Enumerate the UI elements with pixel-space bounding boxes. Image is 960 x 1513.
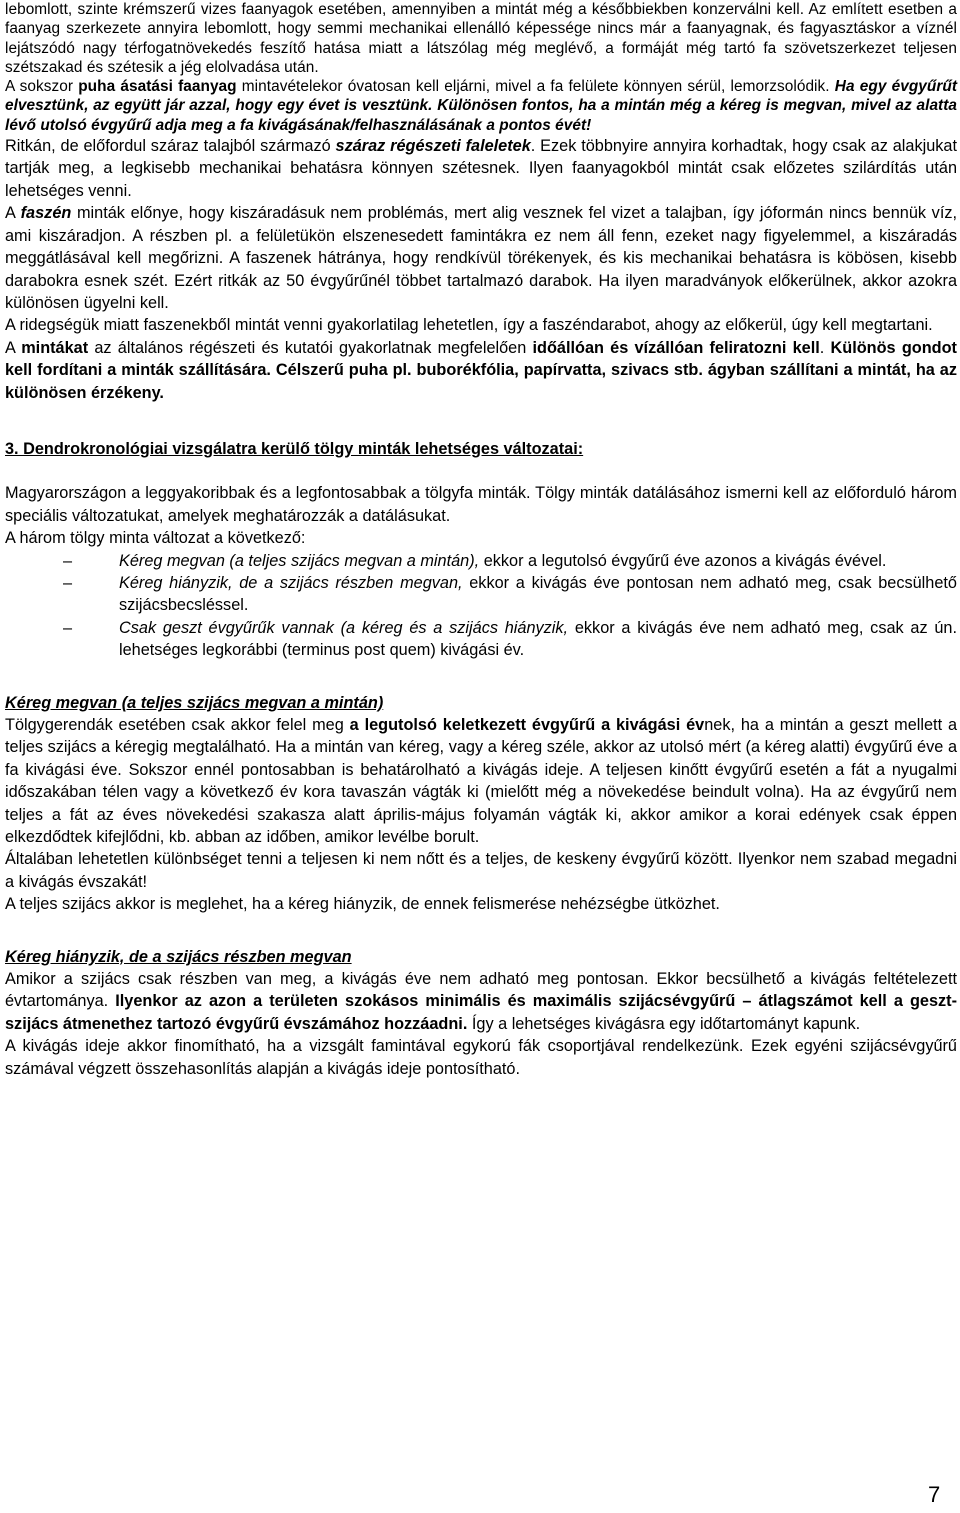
paragraph-refinement: A kivágás ideje akkor finomítható, ha a vizsgált famintával egykorú fák csoportjával rendelkezünk. Ezek egyéni szijácsévgyűrű számával végzett összehasonlítás alapján a kivágás ideje pontosítható. <box>5 1037 957 1078</box>
text-run: A ridegségük miatt faszenekből mintát venni gyakorlatilag lehetetlen, így a faszéndarabot, ahogy az előkerül, úgy kell megtartani. <box>5 316 933 335</box>
text-run: időállóan és vízállóan feliratozni kell <box>532 338 820 357</box>
paragraph-wet-wood <box>5 0 957 77</box>
text-run: faszén <box>20 204 72 223</box>
list-lead: A három tölgy minta változat a következő: <box>5 529 306 548</box>
text-run: mintákat <box>21 338 89 357</box>
preservation-section <box>5 0 957 135</box>
list-item <box>5 617 957 662</box>
text-run: . <box>819 338 831 357</box>
text-run: Ilyenkor az azon a területen szokásos minimális és maximális szijácsévgyűrű – átlagszámot kell a geszt-szijács átmenethez tartozó évgyűrű évszámához hozzáadni. <box>5 992 957 1033</box>
document-page <box>5 0 957 1080</box>
text-run: mintavételekor óvatosan kell eljárni, mivel a fa felülete könnyen sérül, lemorzsolódik. <box>236 78 835 96</box>
text-run: A <box>5 338 22 357</box>
text-run: . Ezek többnyire annyira korhadtak, hogy csak az alakjukat tartják meg, a legkisebb mechanikai behatásra könnyen szétesnek. Ilyen faanyagokból mintát csak előzetes szilárdítás után lehetséges venni. <box>5 137 957 200</box>
paragraph-full-sapwood: A teljes szijács akkor is meglehet, ha a kéreg hiányzik, de ennek felismerése nehézségbe ütközhet. <box>5 895 720 914</box>
paragraph-charcoal <box>5 202 957 314</box>
section-heading: 3. Dendrokronológiai vizsgálatra kerülő tölgy minták lehetséges változatai: <box>5 439 584 458</box>
variant-name: Kéreg hiányzik, de a szijács részben megvan, <box>119 573 463 592</box>
text-run: Ha egy évgyűrűt elvesztünk, az együtt jár azzal, hogy egy évet is vesztünk. <box>5 78 958 115</box>
variant-description: ekkor a legutolsó évgyűrű éve azonos a kivágás évével. <box>479 551 887 570</box>
variant-description: ekkor a kivágás éve nem adható meg, csak az ún. lehetséges legkorábbi (terminus post quem) kivágási év. <box>119 618 958 660</box>
paragraph-dry-finds <box>5 135 957 202</box>
paragraph-soft-wood <box>5 77 957 135</box>
text-run: A <box>5 204 21 223</box>
dash-bullet: – <box>63 618 73 637</box>
text-run: minták előnye, hogy kiszáradásuk nem problémás, mert alig vesznek fel vizet a talajban, így jóformán nincs bennük víz, ami kiszáradjon. A részben pl. a felületükön elszenesedett famintákra ez nem áll fenn, ezeket nagy figyelemmel, a kiszáradás meggátlásával kell megőrizni. A faszenek hátránya, hogy rendkívül törékenyek, és kis mechanikai behatásra is köbösen, kisebb darabokra esnek szét. Ezért ritkák az 50 évgyűrűnél többet tartalmazó darabok. Ha ilyen maradványok előkerülnek, akkor azokra különösen ügyelni kell. <box>5 204 958 312</box>
dash-bullet: – <box>63 573 73 592</box>
text-run: Különösen fontos, ha a mintán még a kéreg is megvan, mivel az alatta lévő utolsó évgyűrű adja meg a fa kivágásának/felhasználásának a pontos évét! <box>5 97 958 134</box>
paragraph-charcoal-handling <box>5 314 957 336</box>
paragraph-oak-intro: Magyarországon a leggyakoribbak és a legfontosabbak a tölgyfa minták. Tölgy minták datálásához ismerni kell az előforduló három speciális változatukat, amelyek meghatározzák a datálásukat. <box>5 484 957 525</box>
text-run: puha ásatási faanyag <box>78 78 237 96</box>
variant-name: Csak geszt évgyűrűk vannak (a kéreg és a szijács hiányzik, <box>119 618 569 637</box>
paragraph-bark-present <box>5 714 957 848</box>
text-run: A sokszor <box>5 78 79 96</box>
samples-section <box>5 135 957 1080</box>
subheading-bark-present: Kéreg megvan (a teljes szijács megvan a mintán) <box>5 693 384 712</box>
text-run: Így a lehetséges kivágásra egy időtartományt kapunk. <box>467 1014 861 1033</box>
text-run: Ritkán, de előfordul száraz talajból származó <box>5 137 336 156</box>
dash-bullet: – <box>63 551 73 570</box>
variant-description: ekkor a kivágás éve pontosan nem adható meg, csak becsülhető szijácsbecsléssel. <box>119 573 957 615</box>
paragraph-season: Általában lehetetlen különbséget tenni a teljesen ki nem nőtt és a teljes, de keskeny évgyűrű között. Ilyenkor nem szabad megadni a kivágás évszakát! <box>5 850 957 891</box>
paragraph-labeling <box>5 337 957 404</box>
paragraph-partial-sapwood <box>5 968 957 1035</box>
list-item <box>5 550 957 572</box>
subheading-bark-missing: Kéreg hiányzik, de a szijács részben megvan <box>5 947 352 966</box>
text-run: nek, ha a mintán a geszt mellett a teljes szijács a kéregig megtalálható. Ha a mintán van kéreg, vagy a kéreg széle, akkor az utolsó mért (a kéreg alatti) évgyűrű éve a fa kivágási éve. Sokszor ennél pontosabban is behatárolható a kivágás ideje. A teljesen kinőtt évgyűrű esetén a fát a nyugalmi időszakában télen vagy a következő év kora tavaszán vágták ki (mielőtt még a növekedése beindult volna). Ha az évgyűrű nem teljes a fát az éves növekedési szakasza alatt április-május folyamán vágták ki, akkor amikor a korai edények csak éppen elkezdődtek kifejlődni, kb. abban az időben, amikor levélbe borult. <box>5 716 957 847</box>
text-run: a legutolsó keletkezett évgyűrű a kivágási év <box>349 716 705 735</box>
page-number: 7 <box>928 1482 941 1507</box>
text-run: Különös gondot kell fordítani a minták szállítására. Célszerű puha pl. buborékfólia, papírvatta, szivacs stb. ágyban szállítani a mintát, ha az különösen érzékeny. <box>5 338 957 402</box>
text-run: az általános régészeti és kutatói gyakorlatnak megfelelően <box>88 338 533 357</box>
oak-variants-list <box>5 550 957 662</box>
text-run: Amikor a szijács csak részben van meg, a kivágás éve nem adható meg pontosan. Ekkor becsülhető a kivágás feltételezett évtartománya. <box>5 970 957 1011</box>
variant-name: Kéreg megvan (a teljes szijács megvan a mintán), <box>119 551 480 570</box>
text-run: száraz régészeti faleletek <box>335 137 531 156</box>
list-item <box>5 572 957 617</box>
text-run: lebomlott, szinte krémszerű vizes faanyagok esetében, amennyiben a mintát még a későbbiekben konzerválni kell. Az említett esetben a faanyag szerkezete annyira lebomlott, hogy semmi mechanikai ellenálló képessége nincs már a faanyagnak, és fagyasztáskor a víznél lejátszódó nagy térfogatnövekedés feszítő hatása miatt a látszólag még meglévő, a formáját még tartó fa szövetszerkezet teljesen szétszakad és szétesik a jég elolvadása után. <box>5 1 957 76</box>
text-run: Tölgygerendák esetében csak akkor felel meg <box>5 716 350 735</box>
